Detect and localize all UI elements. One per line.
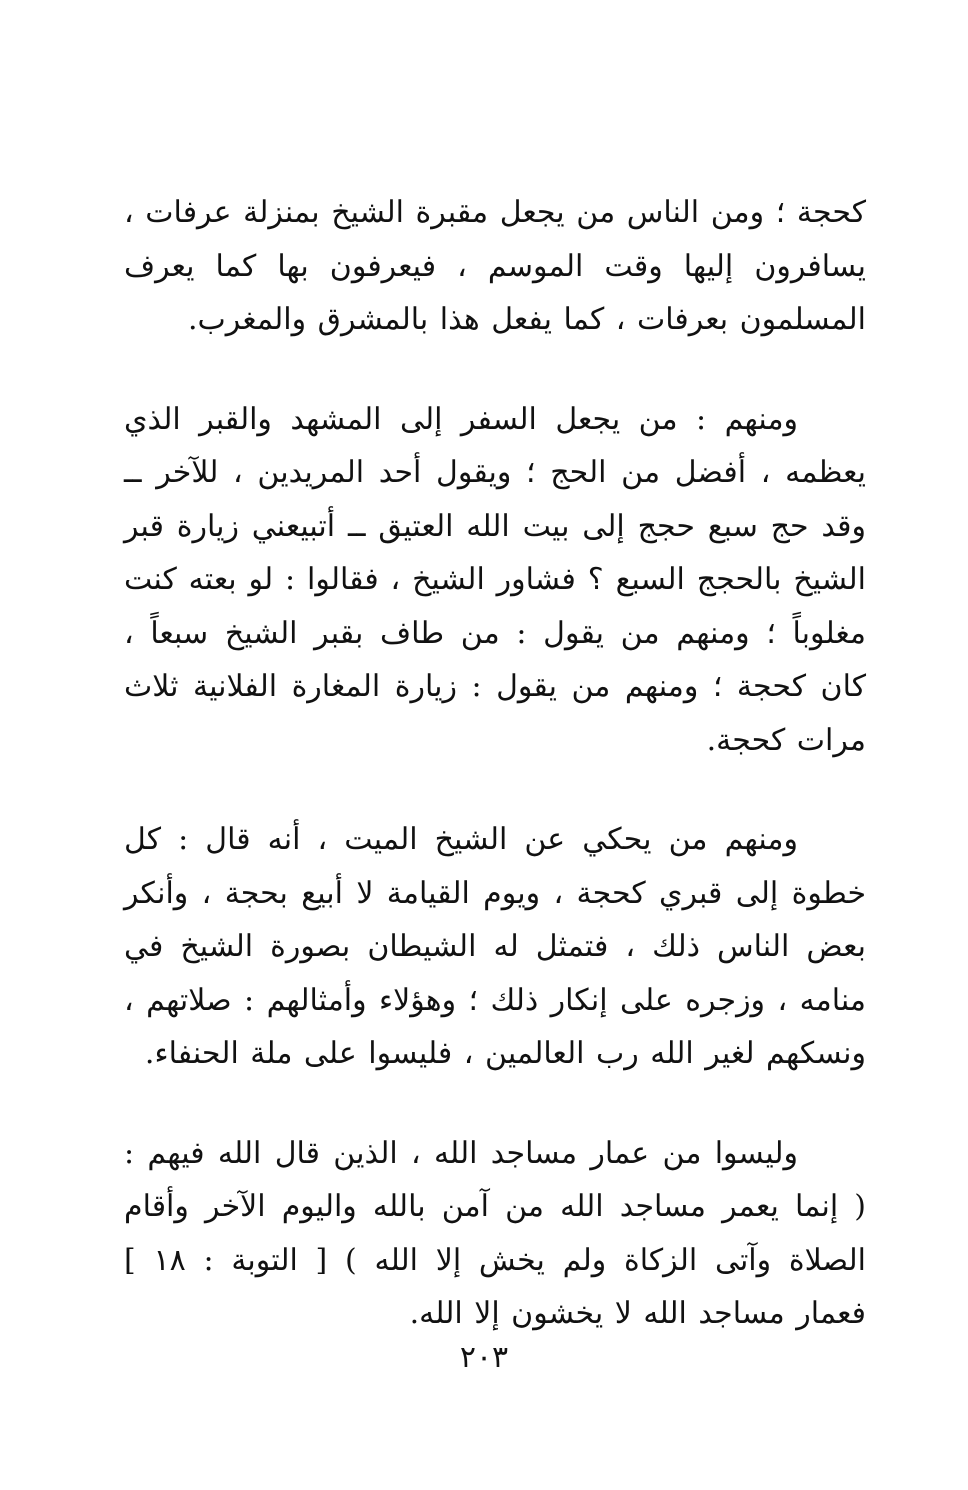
paragraph-2: ومنهم : من يجعل السفر إلى المشهد والقبر الذي يعظمه ، أفضل من الحج ؛ ويقول أحد المريدين ، للآخر ــ وقد حج سبع حجج إلى بيت الله العتيق ــ أتبيعني زيارة قبر الشيخ بالحجج السبع ؟ فشاور الشيخ ، فقالوا : لو بعته كنت مغلوباً ؛ ومنهم من يقول : من طاف بقبر الشيخ سبعاً ، كان كحجة ؛ ومنهم من يقول : زيارة المغارة الفلانية ثلاث مرات كحجة.: [124, 401, 866, 758]
paragraph-1: كحجة ؛ ومن الناس من يجعل مقبرة الشيخ بمنزلة عرفات ، يسافرون إليها وقت الموسم ، فيعرفون بها كما يعرف المسلمون بعرفات ، كما يفعل هذا بالمشرق والمغرب.: [124, 195, 866, 337]
body-text: [124, 186, 866, 1341]
page-number: ٢٠٣: [459, 1340, 509, 1375]
paragraph-3: ومنهم من يحكي عن الشيخ الميت ، أنه قال : كل خطوة إلى قبري كحجة ، ويوم القيامة لا أبيع بحجة ، وأنكر بعض الناس ذلك ، فتمثل له الشيطان بصورة الشيخ في منامه ، وزجره على إنكار ذلك ؛ وهؤلاء وأمثالهم : صلاتهم ، ونسكهم لغير الله رب العالمين ، فليسوا على ملة الحنفاء.: [124, 822, 866, 1071]
paragraph-4: وليسوا من عمار مساجد الله ، الذين قال الله فيهم : ( إنما يعمر مساجد الله من آمن بالله واليوم الآخر وأقام الصلاة وآتى الزكاة ولم يخش إلا الله ) [ التوبة : ١٨ ] فعمار مساجد الله لا يخشون إلا الله.: [124, 1135, 866, 1331]
